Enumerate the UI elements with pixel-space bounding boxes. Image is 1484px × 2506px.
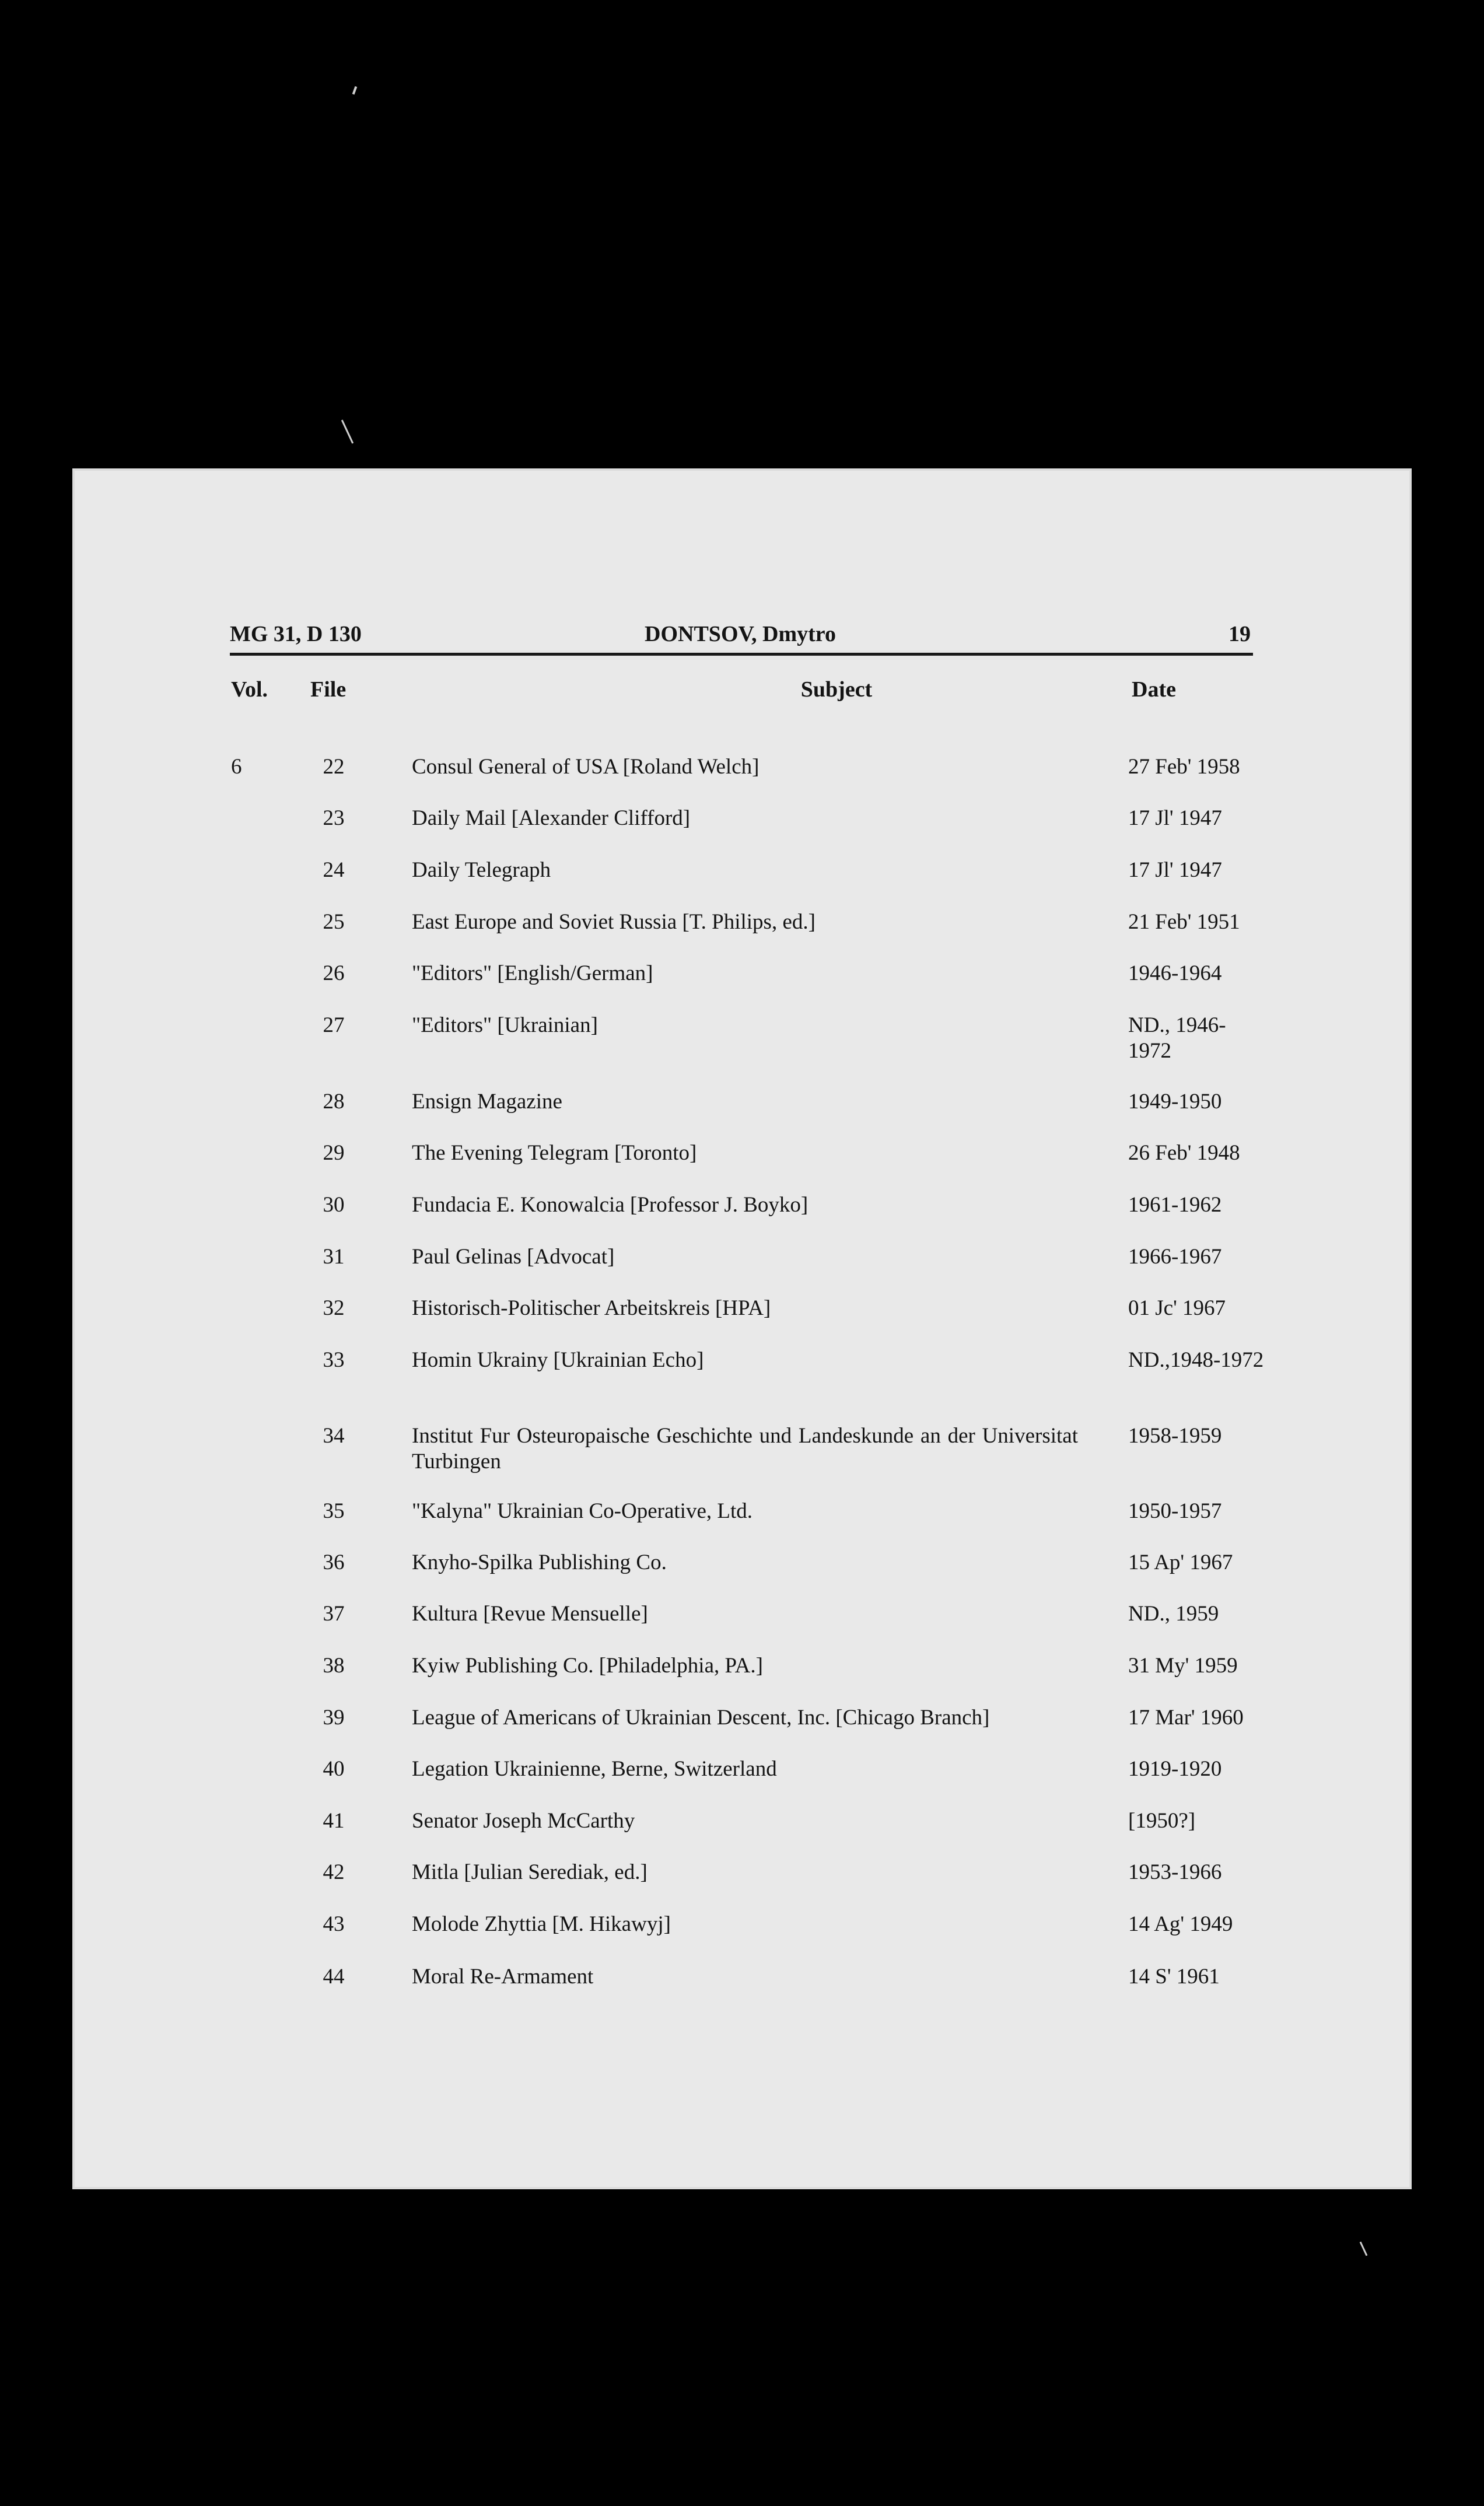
subject-text: "Kalyna" Ukrainian Co-Operative, Ltd.: [412, 1499, 752, 1523]
subject-text: Knyho-Spilka Publishing Co.: [412, 1550, 667, 1574]
date-text: 14 Ag' 1949: [1128, 1912, 1233, 1936]
date-text: ND., 1946-1972: [1128, 1013, 1226, 1063]
column-header-vol: Vol.: [231, 677, 268, 702]
subject-text: East Europe and Soviet Russia [T. Philips, ed.]: [412, 910, 816, 934]
subject-text: Daily Telegraph: [412, 858, 551, 882]
date-text: 17 Mar' 1960: [1128, 1706, 1244, 1730]
collection-reference: MG 31, D 130: [230, 622, 362, 646]
file-number: 37: [323, 1602, 345, 1626]
page-number: 19: [1228, 622, 1251, 646]
file-number: 34: [323, 1424, 345, 1448]
file-number: 35: [323, 1499, 345, 1523]
file-number: 29: [323, 1141, 345, 1165]
subject-text: Ensign Magazine: [412, 1090, 562, 1114]
page-header: [230, 621, 1251, 655]
date-text: 17 Jl' 1947: [1128, 858, 1222, 882]
file-number: 31: [323, 1245, 345, 1269]
file-number: 44: [323, 1965, 345, 1989]
file-number: 41: [323, 1809, 345, 1833]
file-number: 32: [323, 1296, 345, 1320]
scan-speck: [1360, 2242, 1368, 2256]
subject-text: Paul Gelinas [Advocat]: [412, 1245, 615, 1269]
date-text: 1958-1959: [1128, 1424, 1222, 1448]
date-text: 1961-1962: [1128, 1193, 1222, 1217]
file-number: 27: [323, 1013, 345, 1037]
file-number: 24: [323, 858, 345, 882]
subject-text: Consul General of USA [Roland Welch]: [412, 755, 760, 779]
column-header-subject: Subject: [800, 677, 873, 702]
subject-text: Institut Fur Osteuropaische Geschichte und Landeskunde an der Universitat Turbingen: [412, 1424, 1078, 1474]
file-number: 42: [323, 1860, 345, 1884]
date-text: 1919-1920: [1128, 1757, 1222, 1781]
subject-text: League of Americans of Ukrainian Descent, Inc. [Chicago Branch]: [412, 1706, 990, 1730]
date-text: 15 Ap' 1967: [1128, 1550, 1233, 1574]
subject-text: The Evening Telegram [Toronto]: [412, 1141, 697, 1165]
subject-text: Homin Ukrainy [Ukrainian Echo]: [412, 1348, 704, 1372]
date-text: 1966-1967: [1128, 1245, 1222, 1269]
date-text: ND., 1959: [1128, 1602, 1219, 1626]
file-number: 23: [323, 806, 345, 830]
date-text: 1949-1950: [1128, 1090, 1222, 1114]
file-number: 36: [323, 1550, 345, 1574]
subject-text: Moral Re-Armament: [412, 1965, 594, 1989]
header-rule: [230, 653, 1253, 656]
date-text: 27 Feb' 1958: [1128, 755, 1240, 779]
subject-text: Fundacia E. Konowalcia [Professor J. Boyko]: [412, 1193, 808, 1217]
file-number: 33: [323, 1348, 345, 1372]
date-text: 17 Jl' 1947: [1128, 806, 1222, 830]
file-number: 40: [323, 1757, 345, 1781]
subject-text: Kyiw Publishing Co. [Philadelphia, PA.]: [412, 1654, 763, 1678]
subject-text: "Editors" [Ukrainian]: [412, 1013, 598, 1037]
date-text: 01 Jc' 1967: [1128, 1296, 1226, 1320]
page-content: [72, 468, 1412, 2189]
date-text: 14 S' 1961: [1128, 1965, 1220, 1989]
subject-text: Kultura [Revue Mensuelle]: [412, 1602, 648, 1626]
subject-text: Mitla [Julian Serediak, ed.]: [412, 1860, 648, 1884]
file-number: 28: [323, 1090, 345, 1114]
column-header-file: File: [310, 677, 346, 702]
column-header-date: Date: [1132, 677, 1176, 702]
subject-text: Daily Mail [Alexander Clifford]: [412, 806, 691, 830]
date-text: 26 Feb' 1948: [1128, 1141, 1240, 1165]
page-title: DONTSOV, Dmytro: [645, 622, 836, 646]
date-text: 21 Feb' 1951: [1128, 910, 1240, 934]
scan-speck: [352, 86, 358, 95]
file-number: 22: [323, 755, 345, 779]
date-text: 31 My' 1959: [1128, 1654, 1238, 1678]
date-text: ND.,1948-1972: [1128, 1348, 1264, 1372]
date-text: 1950-1957: [1128, 1499, 1222, 1523]
file-number: 30: [323, 1193, 345, 1217]
scan-speck: [341, 419, 354, 443]
date-text: 1953-1966: [1128, 1860, 1222, 1884]
file-number: 39: [323, 1706, 345, 1730]
file-number: 26: [323, 961, 345, 985]
subject-text: Molode Zhyttia [M. Hikawyj]: [412, 1912, 671, 1936]
subject-text: "Editors" [English/German]: [412, 961, 653, 985]
vol-cell: 6: [231, 755, 242, 779]
file-number: 43: [323, 1912, 345, 1936]
file-number: 25: [323, 910, 345, 934]
date-text: [1950?]: [1128, 1809, 1196, 1833]
subject-text: Legation Ukrainienne, Berne, Switzerland: [412, 1757, 777, 1781]
subject-text: Historisch-Politischer Arbeitskreis [HPA]: [412, 1296, 771, 1320]
document-page: [72, 468, 1412, 2189]
file-number: 38: [323, 1654, 345, 1678]
subject-text: Senator Joseph McCarthy: [412, 1809, 635, 1833]
date-text: 1946-1964: [1128, 961, 1222, 985]
